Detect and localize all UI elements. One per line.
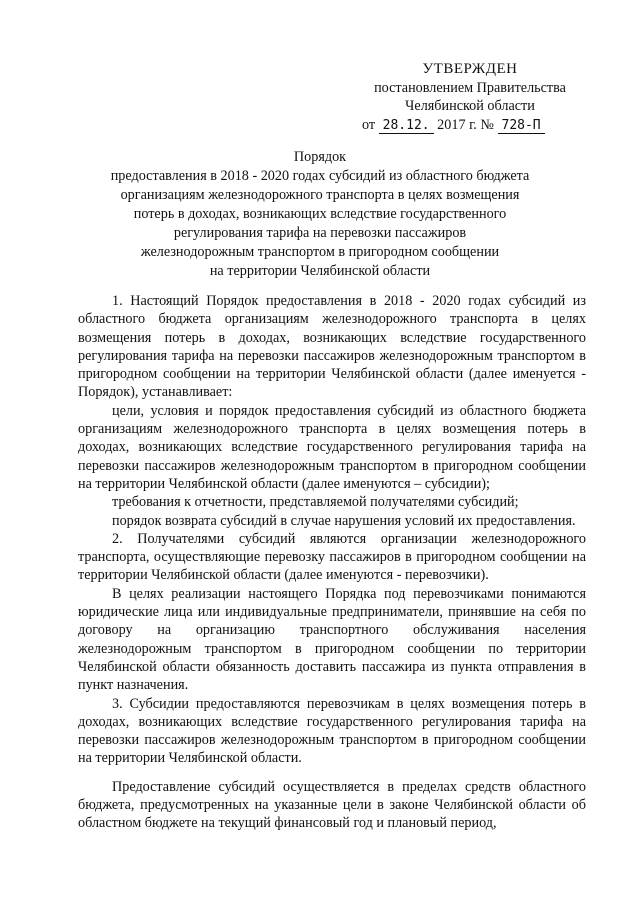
approval-issuer: постановлением Правительства <box>374 79 566 96</box>
title-line: Порядок <box>293 149 347 165</box>
approval-heading: УТВЕРЖДЕН <box>422 61 518 77</box>
paragraph-refund: порядок возврата субсидий в случае нарушения условий их предоставления. <box>112 512 576 529</box>
title-line: потерь в доходах, возникающих вследствие государственного <box>133 206 507 222</box>
title-line: организациям железнодорожного транспорта в целях возмещения <box>120 187 520 203</box>
approval-region: Челябинской области <box>405 98 535 114</box>
title-line: на территории Челябинской области <box>209 263 431 279</box>
paragraph-reporting: требования к отчетности, представляемой получателями субсидий; <box>112 494 519 511</box>
handwritten-number: 728-П <box>498 118 545 134</box>
approval-stamp <box>360 60 580 134</box>
title-line: регулирования тарифа на перевозки пассажиров <box>173 225 467 241</box>
title-line: предоставления в 2018 - 2020 годах субсидий из областного бюджета <box>110 168 530 184</box>
paragraph-2: 2. Получателями субсидий являются организации железнодорожного транспорта, осуществляющие перевозку пассажиров в пригородном сообщении на территории Челябинской области (далее именуются - перевозчики). <box>78 530 586 584</box>
document-title <box>90 148 550 281</box>
document-body <box>78 292 586 833</box>
date-prefix: от <box>362 116 376 133</box>
approval-dateline <box>360 116 580 135</box>
year-number-label: 2017 г. № <box>437 116 494 133</box>
paragraph-budget: Предоставление субсидий осуществляется в пределах средств областного бюджета, предусмотренных на указанные цели в законе Челябинской области об областном бюджете на текущий финансовый год и плановый период, <box>78 778 586 832</box>
paragraph-3: 3. Субсидии предоставляются перевозчикам в целях возмещения потерь в доходах, возникающих вследствие государственного регулирования тарифа на перевозки пассажиров железнодорожным транспортом в пригородном сообщении на территории Челябинской области. <box>78 695 586 767</box>
title-line: железнодорожным транспортом в пригородном сообщении <box>140 244 500 260</box>
paragraph-goals: цели, условия и порядок предоставления субсидий из областного бюджета организациям железнодорожного транспорта в целях возмещения потерь в доходах, возникающих вследствие государственного регулирования тарифа на перевозки пассажиров железнодорожным транспортом в пригородном сообщении на территории Челябинской области (далее именуются – субсидии); <box>78 402 586 492</box>
handwritten-date: 28.12. <box>379 118 434 134</box>
paragraph-1: 1. Настоящий Порядок предоставления в 2018 - 2020 годах субсидий из областного бюджета организациям железнодорожного транспорта в целях возмещения потерь в доходах, возникающих вследствие государственного регулирования тарифа на перевозки пассажиров железнодорожным транспортом в пригородном сообщении на территории Челябинской области (далее именуется - Порядок), устанавливает: <box>78 293 586 401</box>
paragraph-carriers: В целях реализации настоящего Порядка под перевозчиками понимаются юридические лица или индивидуальные предприниматели, принявшие на себя по договору на организацию транспортного обслуживания населения железнодорожным транспортом в пригородном сообщении по территории Челябинской области обязанность доставить пассажира из пункта отправления в пункт назначения. <box>78 585 586 694</box>
